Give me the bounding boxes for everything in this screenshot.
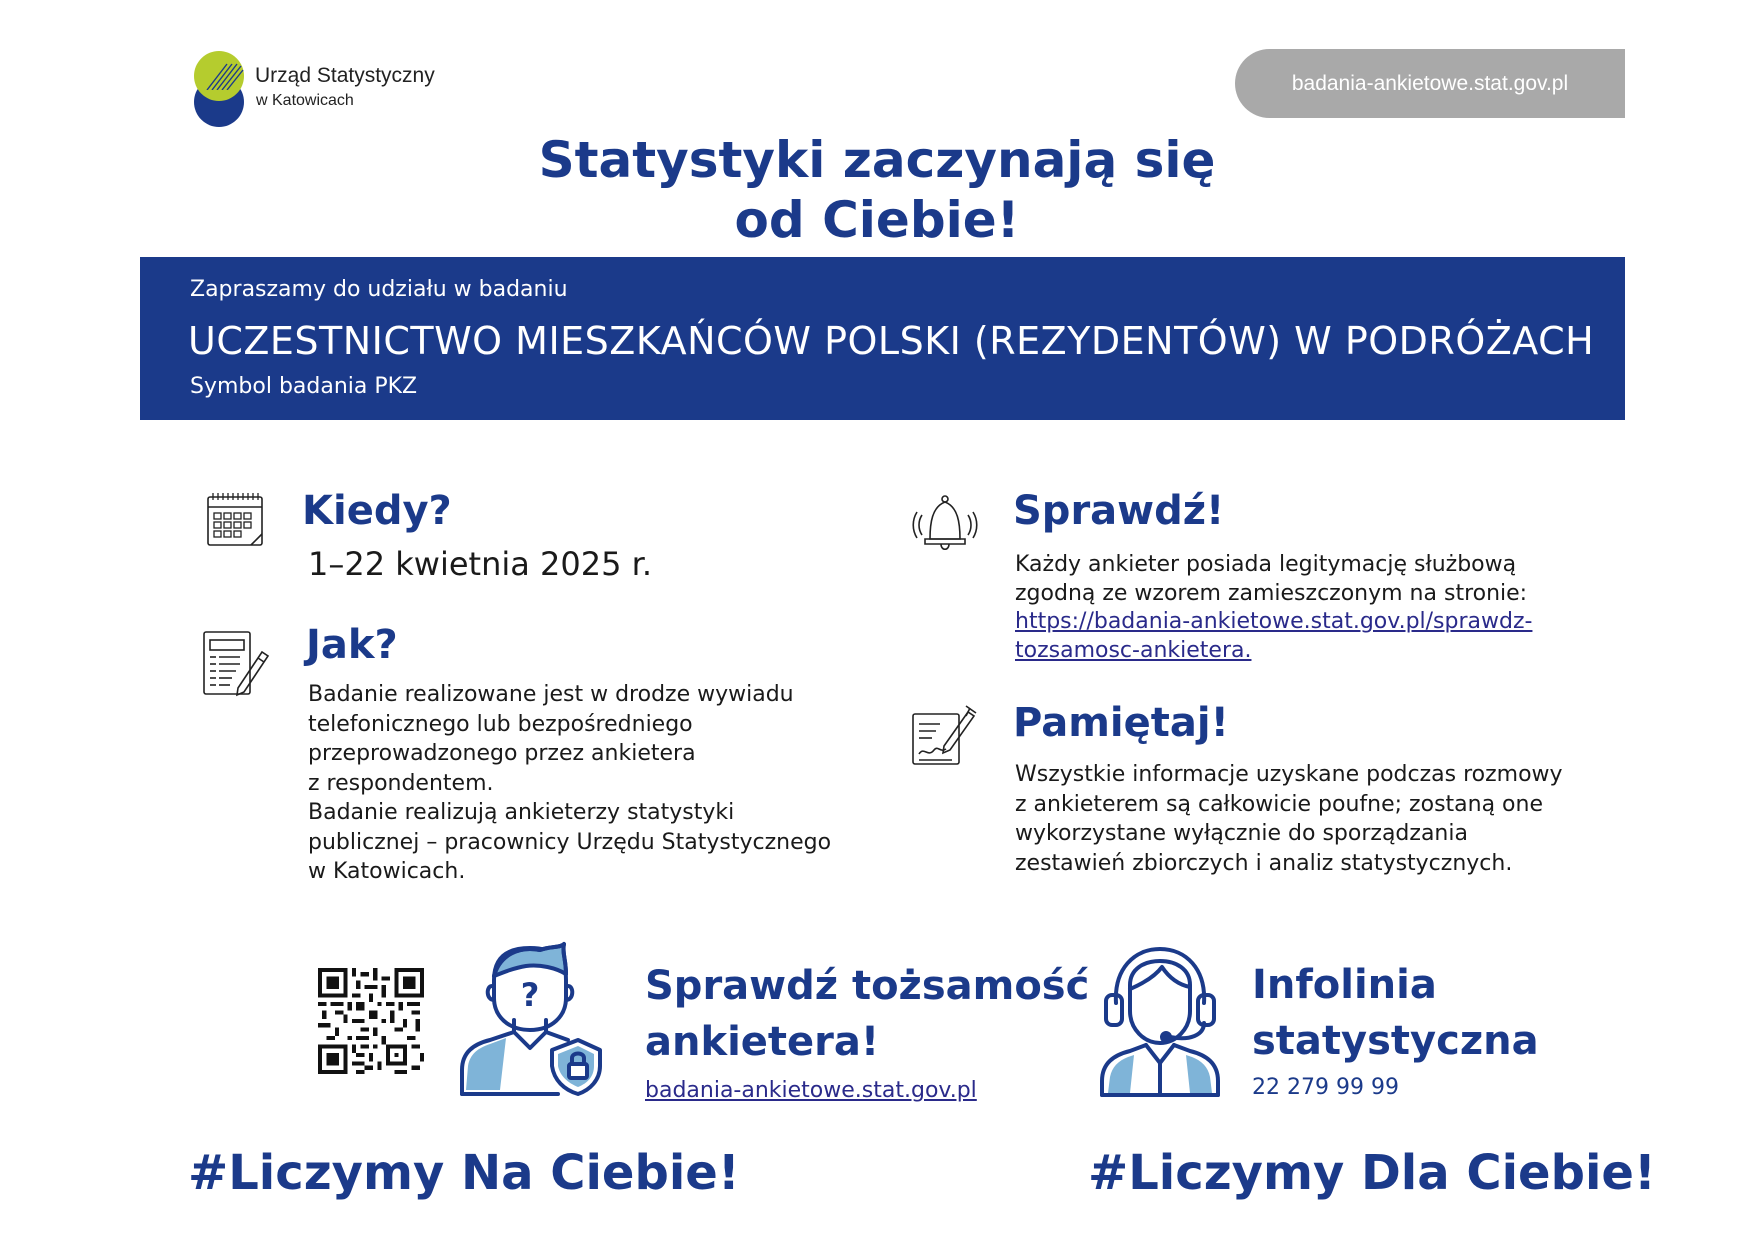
headset-icon [1100, 945, 1220, 1097]
identity-title-line1: Sprawdź tożsamość [645, 963, 1090, 1009]
jak-heading: Jak? [306, 622, 398, 668]
jak-description [308, 680, 831, 887]
bell-icon [910, 493, 980, 558]
jak-line: Badanie realizowane jest w drodze wywiadu [308, 682, 794, 707]
pamietaj-heading: Pamiętaj! [1013, 700, 1229, 746]
sprawdz-description [1015, 551, 1532, 665]
jak-line: przeprowadzonego przez ankietera [308, 741, 696, 766]
page-title-line2: od Ciebie! [734, 191, 1020, 249]
pamietaj-line: wykorzystane wyłącznie do sporządzania [1015, 821, 1468, 846]
form-pencil-icon [200, 628, 272, 700]
logo-mark-icon [193, 50, 245, 128]
logo [193, 50, 453, 130]
jak-line: z respondentem. [308, 770, 494, 796]
header-url-link[interactable]: badania-ankietowe.stat.gov.pl [1235, 49, 1625, 118]
identity-link[interactable]: badania-ankietowe.stat.gov.pl [645, 1078, 977, 1103]
sprawdz-line: Każdy ankieter posiada legitymację służbową [1015, 552, 1517, 577]
jak-line: telefonicznego lub bezpośredniego [308, 711, 693, 737]
survey-dates: 1–22 kwietnia 2025 r. [308, 545, 653, 583]
svg-text:?: ? [520, 976, 540, 1014]
identity-title [645, 958, 1089, 1070]
qr-code-icon[interactable] [318, 968, 424, 1074]
calendar-icon [205, 490, 267, 552]
verify-link[interactable]: tozsamosc-ankietera. [1015, 637, 1252, 663]
survey-title: UCZESTNICTWO MIESZKAŃCÓW POLSKI (REZYDENTÓW) W PODRÓŻACH [188, 319, 1595, 363]
infoline-title-line2: statystyczna [1252, 1018, 1539, 1064]
pamietaj-line: Wszystkie informacje uzyskane podczas rozmowy [1015, 762, 1563, 787]
banner-intro: Zapraszamy do udziału w badaniu [190, 277, 568, 302]
survey-banner [140, 257, 1625, 420]
jak-line: w Katowicach. [308, 859, 466, 884]
page-title-line1: Statystyki zaczynają się [538, 131, 1216, 189]
hashtag-left: #Liczymy Na Ciebie! [188, 1145, 740, 1201]
sprawdz-line: zgodną ze wzorem zamieszczonym na stronie: [1015, 580, 1528, 606]
identity-title-line2: ankietera! [645, 1019, 880, 1065]
infoline-title-line1: Infolinia [1252, 962, 1437, 1008]
survey-symbol: Symbol badania PKZ [190, 374, 418, 399]
signature-icon [910, 700, 980, 770]
pamietaj-description [1015, 760, 1563, 878]
pamietaj-line: zestawień zbiorczych i analiz statystycznych. [1015, 850, 1513, 876]
sprawdz-heading: Sprawdź! [1013, 488, 1225, 534]
logo-subname: w Katowicach [256, 92, 354, 109]
person-question-shield-icon [460, 940, 602, 1096]
page-title [400, 130, 1354, 250]
jak-line: publicznej – pracownicy Urzędu Statystycznego [308, 829, 832, 855]
kiedy-heading: Kiedy? [302, 488, 452, 534]
jak-line: Badanie realizują ankieterzy statystyki [308, 800, 735, 825]
verify-link[interactable]: https://badania-ankietowe.stat.gov.pl/sprawdz- [1015, 609, 1533, 634]
infoline-phone[interactable]: 22 279 99 99 [1252, 1075, 1399, 1100]
infoline-title [1252, 957, 1539, 1069]
hashtag-right: #Liczymy Dla Ciebie! [1088, 1145, 1656, 1201]
logo-name: Urząd Statystyczny [255, 64, 435, 87]
pamietaj-line: z ankieterem są całkowicie poufne; zostaną one [1015, 791, 1543, 817]
